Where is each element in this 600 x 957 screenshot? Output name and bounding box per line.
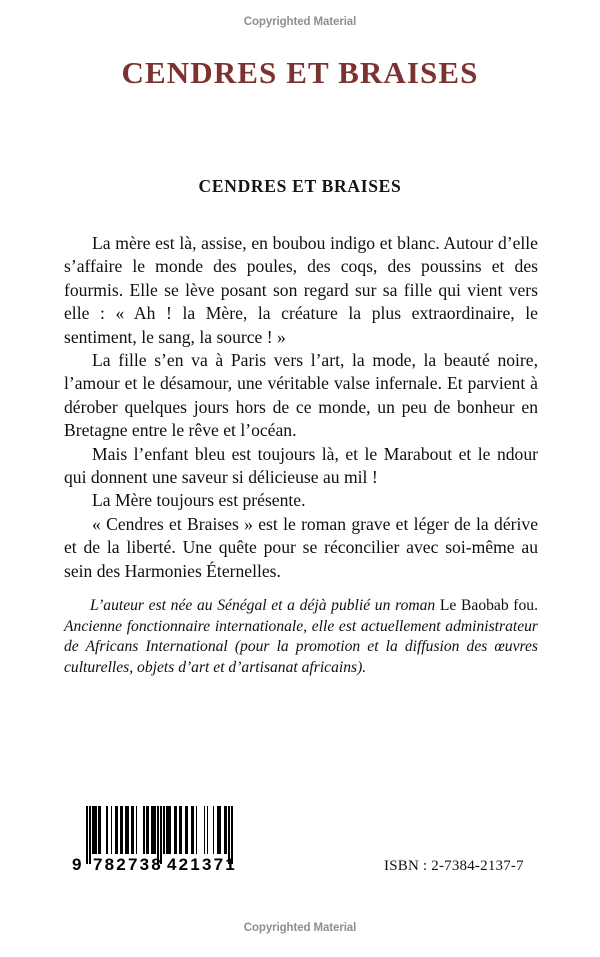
blurb-paragraph: La Mère toujours est présente. [92, 490, 306, 511]
author-biography [64, 596, 538, 678]
blurb-text [64, 232, 538, 583]
author-bio-tail: Ancienne fonctionnaire internationale, elle est actuellement administrateur de Africans International (pour la promotion et la diffusion des œuvres culturelles, objets d’art et d’artisanat africains). [64, 617, 538, 676]
inner-heading: CENDRES ET BRAISES [198, 176, 402, 196]
blurb-paragraph: « Cendres et Braises » est le roman grave et léger de la dérive et de la liberté. Une quête pour se réconcilier avec soi-même au sein des Harmonies Éternelles. [64, 513, 538, 581]
barcode-left-group: 782738 [93, 855, 163, 874]
author-biography-paragraph [64, 596, 538, 678]
author-previous-book-title: Le Baobab fou. [439, 597, 538, 614]
cover-title: CENDRES ET BRAISES [121, 55, 479, 90]
blurb-paragraph: La fille s’en va à Paris vers l’art, la mode, la beauté noire, l’amour et le désamour, une véritable valse infernale. Et parvient à dérober quelques jours hors de ce monde, un peu de bonheur en Bretagne entre le rêve et l’océan. [64, 350, 538, 441]
blurb-paragraph: Mais l’enfant bleu est toujours là, et le Marabout et le ndour qui donnent une saveur si délicieuse au mil ! [64, 443, 538, 488]
isbn-text: ISBN : 2-7384-2137-7 [384, 858, 524, 874]
barcode-digits [72, 853, 252, 875]
ean13-barcode [72, 806, 252, 882]
blurb-paragraph: La mère est là, assise, en boubou indigo et blanc. Autour d’elle s’affaire le monde des poules, des coqs, des poussins et des fourmis. Elle se lève posant son regard sur sa fille qui vient vers elle : « Ah ! la Mère, la créature la plus extraordinaire, le sentiment, le sang, la source ! » [64, 233, 538, 347]
barcode-lead-digit: 9 [72, 855, 82, 874]
author-bio-lead: L’auteur est née au Sénégal et a déjà publié un roman [90, 597, 440, 614]
copyright-watermark-top: Copyrighted Material [243, 16, 357, 28]
copyright-watermark-bottom: Copyrighted Material [243, 922, 357, 934]
barcode-right-group: 421371 [167, 855, 237, 874]
